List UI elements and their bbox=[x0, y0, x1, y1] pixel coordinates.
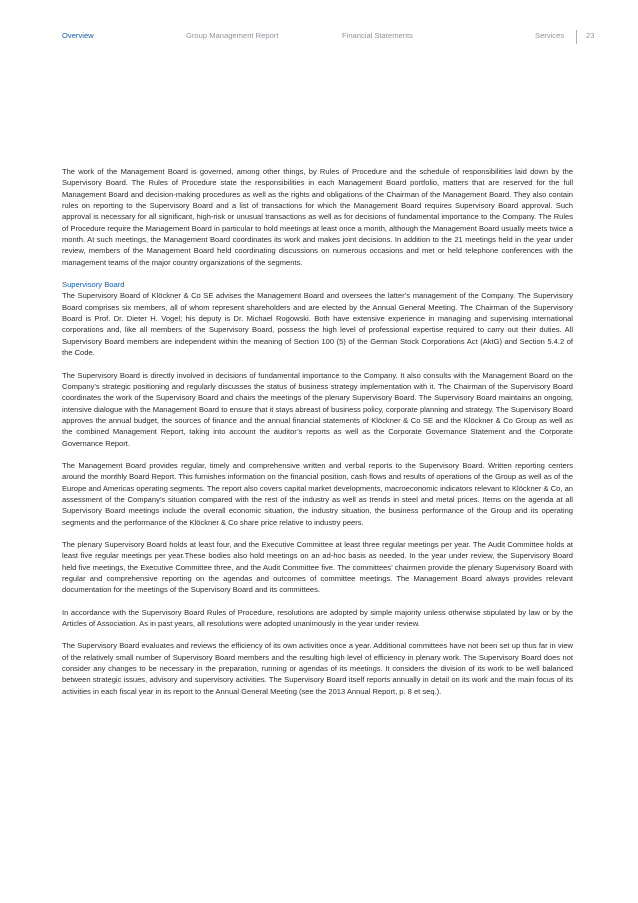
nav-divider bbox=[576, 30, 577, 44]
nav-financial-statements[interactable]: Financial Statements bbox=[342, 31, 413, 40]
paragraph-reporting: The Management Board provides regular, timely and comprehensive written and verbal reports to the Supervisory Board. Written reporting centers around the monthly Board Report. This furnishes information on the financial position, cash flows and results of operations of the Group as well as of the Europe and Americas operating segments. The report also covers capital market developments, macroeconomic indicators relevant to Klöckner & Co, an assessment of the Company’s situation compared with the rest of the industry as well as trends in steel and metal prices. Items on the agenda at all Supervisory Board meetings include the overall economic situation, the industry situation, the business performance of the Group and its operating segments and the performance of the Klöckner & Co share price relative to industry peers. bbox=[62, 460, 573, 527]
paragraph-management-board-rules: The work of the Management Board is governed, among other things, by Rules of Procedure and the schedule of responsibilities laid down by the Supervisory Board. The Rules of Procedure state the responsibilities in each Management Board portfolio, matters that are reserved for the full Management Board and decision-making procedures as well as the rights and obligations of the Chairman of the Management Board. They also contain rules on reporting to the Supervisory Board and a list of transactions for which the Management Board requires Supervisory Board approval. Such approval is necessary for all significant, high-risk or unusual transactions as well as for decisions of fundamental importance to the Company. The Rules of Procedure require the Management Board in particular to hold meetings at least once a month, although the Management Board usually meets twice a month. At such meetings, the Management Board coordinates its work and makes joint decisions. In addition to the 21 meetings held in the year under review, members of the Management Board held coordinating discussions on numerous occasions and met or held telephone conferences with the management teams of the major country organizations of the segments. bbox=[62, 167, 573, 267]
top-navigation bbox=[62, 30, 638, 44]
paragraph-supervisory-board-involvement: The Supervisory Board is directly involved in decisions of fundamental importance to the Company. It also consults with the Management Board on the Company’s strategic positioning and regularly discusses the status of business strategy implementation with it. The Chairman of the Supervisory Board coordinates the work of the Supervisory Board and chairs the meetings of the plenary Supervisory Board. The Supervisory Board maintains an ongoing, intensive dialogue with the Management Board to ensure that it stays abreast of business policy, corporate planning and strategy. The Supervisory Board approves the annual budget, the sources of finance and the annual financial statements of Klöckner & Co SE and the Klöckner & Co Group as well as the combined Management Report, taking into account the auditor’s reports as well as the Corporate Governance Statement and the Corporate Governance Report. bbox=[62, 370, 573, 448]
page-number: 23 bbox=[586, 31, 595, 40]
section-heading-supervisory-board: Supervisory Board bbox=[62, 280, 125, 290]
nav-overview[interactable]: Overview bbox=[62, 31, 94, 40]
paragraph-meetings: The plenary Supervisory Board holds at least four, and the Executive Committee at least three regular meetings per year. The Audit Committee holds at least five regular meetings per year.These bodies also hold meetings on an ad-hoc basis as needed. In the year under review, the Supervisory Board held five meetings, the Executive Committee three, and the Audit Committee five. The committees’ chairmen provide the plenary Supervisory Board with regular and comprehensive reporting on the agendas and outcomes of committee meetings. The Management Board always provides relevant documentation for the meetings of the Supervisory Board and its committees. bbox=[62, 539, 573, 595]
nav-services[interactable]: Services bbox=[535, 31, 565, 40]
body-text bbox=[62, 166, 573, 708]
paragraph-supervisory-board-composition: The Supervisory Board of Klöckner & Co SE advises the Management Board and oversees the latter’s management of the Company. The Supervisory Board comprises six members, all of whom represent shareholders and are elected by the Annual General Meeting. The Chairman of the Supervisory Board is Prof. Dr. Dieter H. Vogel; his deputy is Dr. Michael Rogowski. Both have extensive experience in managing and supervising international corporations and, like all members of the Supervisory Board, possess the high level of professional expertise required to carry out their duties. All Supervisory Board members are independent within the meaning of Section 100 (5) of the German Stock Corporations Act (AktG) and Section 5.4.2 of the Code. bbox=[62, 291, 573, 358]
paragraph-efficiency-review: The Supervisory Board evaluates and reviews the efficiency of its own activities once a year. Additional committees have not been set up thus far in view of the relatively small number of Supervisory Board members and the resulting high level of efficiency in plenary work. The Supervisory Board does not consider any changes to be necessary in the preparation, running or agendas of its meetings. It considers the division of its work to be well balanced between strategic issues, advisory and supervisory activities. The Supervisory Board itself reports annually in detail on its work and the main focus of its activities in each fiscal year in its report to the Annual General Meeting (see the 2013 Annual Report, p. 8 et seq.). bbox=[62, 641, 573, 696]
nav-group-management-report[interactable]: Group Management Report bbox=[186, 31, 279, 40]
paragraph-resolutions: In accordance with the Supervisory Board Rules of Procedure, resolutions are adopted by simple majority unless otherwise stipulated by law or by the Articles of Association. As in past years, all resolutions were adopted unanimously in the year under review. bbox=[62, 607, 573, 629]
